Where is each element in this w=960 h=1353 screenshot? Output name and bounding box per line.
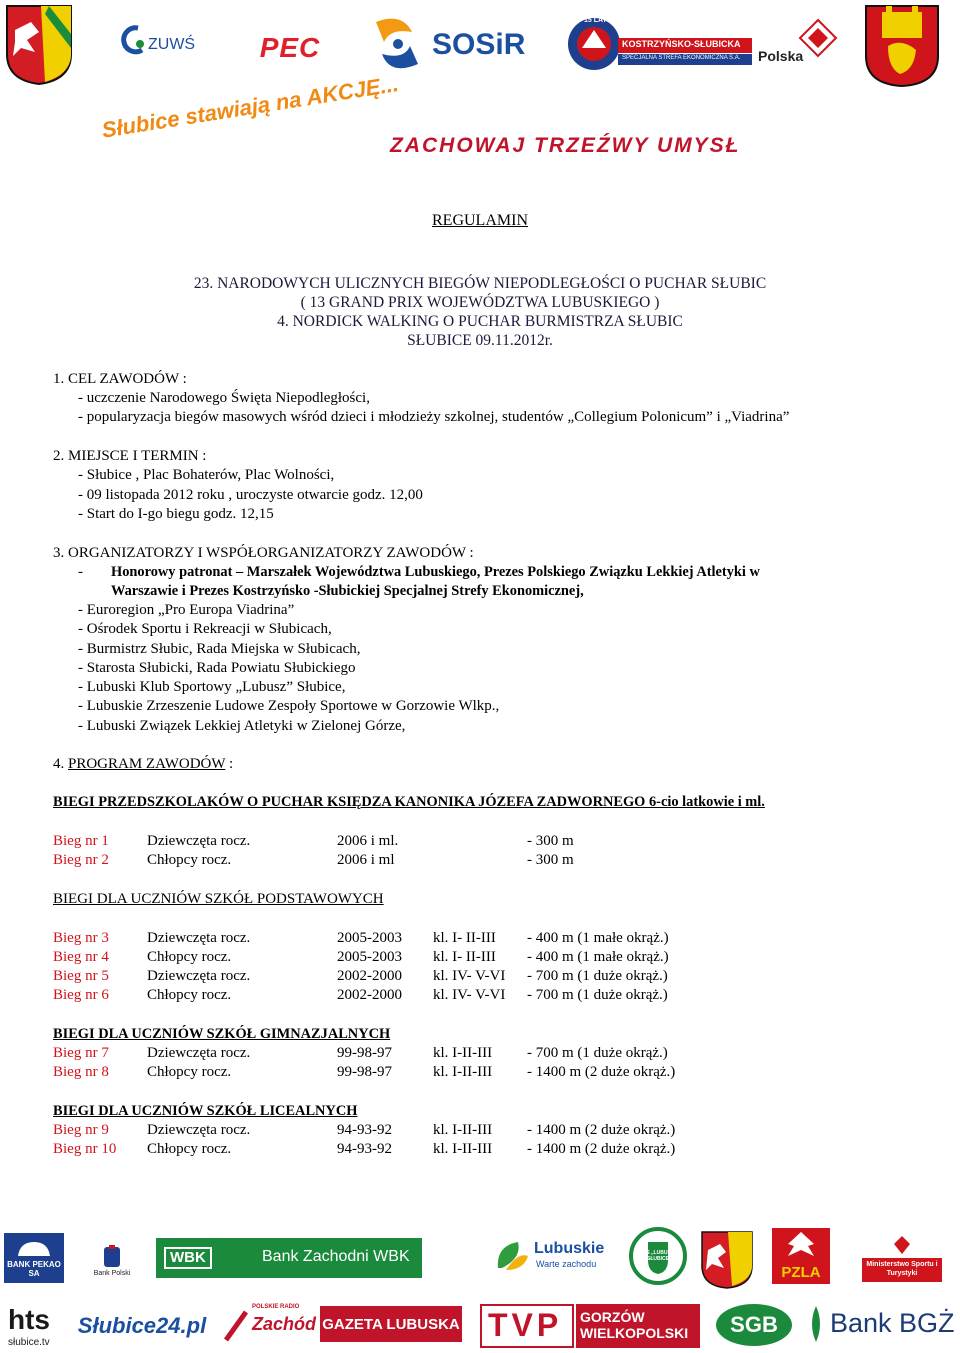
- tvp-region-text: GORZÓW WIELKOPOLSKI: [580, 1309, 689, 1341]
- radio-zachod-logo: [222, 1304, 317, 1346]
- banner-right-slogan: ZACHOWAJ TRZEŹWY UMYSŁ: [390, 134, 741, 157]
- race-number: Bieg nr 3: [53, 930, 109, 946]
- race-birth-years: 99-98-97: [337, 1064, 392, 1080]
- lubuskie-brand-text: Lubuskie: [534, 1240, 605, 1257]
- section-3-patron-line-1: Honorowy patronat – Marszałek Województwa Lubuskiego, Prezes Polskiego Związku Lekkiej Atletyki w: [111, 564, 760, 580]
- lubuskie-brand-logo: [492, 1238, 618, 1274]
- race-number: Bieg nr 8: [53, 1064, 109, 1080]
- race-number: Bieg nr 4: [53, 949, 109, 965]
- title-line-1: 23. NARODOWYCH ULICZNYCH BIEGÓW NIEPODLEGŁOŚCI O PUCHAR SŁUBIC: [193, 275, 767, 292]
- section-4-title: [53, 756, 233, 773]
- race-row: [53, 852, 933, 871]
- pekao-logo: [4, 1233, 64, 1283]
- race-school-class: kl. I-II-III: [433, 1122, 493, 1138]
- race-category: Dziewczęta rocz.: [147, 1045, 251, 1061]
- race-school-class: kl. IV- V-VI: [433, 987, 506, 1003]
- race-row: [53, 987, 933, 1006]
- race-distance: - 1400 m (2 duże okrąż.): [527, 1122, 676, 1138]
- sosir-logo: [368, 14, 532, 76]
- banner-left-slogan: Słubice stawiają na AKCJĘ...: [100, 71, 401, 143]
- race-category: Chłopcy rocz.: [147, 1141, 232, 1157]
- section-1-item-2: - popularyzacja biegów masowych wśród dzieci i młodzieży szkolnej, studentów „Collegium Polonicum” i „Viadrina”: [78, 409, 790, 425]
- race-category: Dziewczęta rocz.: [147, 1122, 251, 1138]
- section-2-item-1: - Słubice , Plac Bohaterów, Plac Wolności,: [78, 467, 335, 483]
- pko-moneybox-icon: [101, 1244, 123, 1270]
- race-number: Bieg nr 7: [53, 1045, 109, 1061]
- race-row: [53, 1045, 933, 1064]
- race-distance: - 300 m: [527, 833, 574, 849]
- race-birth-years: 2005-2003: [337, 949, 402, 965]
- bzwbk-text: Bank Zachodni WBK: [262, 1248, 410, 1265]
- group-3-title: BIEGI DLA UCZNIÓW SZKÓŁ GIMNAZJALNYCH: [53, 1026, 391, 1042]
- hts-text: hts: [8, 1304, 50, 1335]
- race-distance: - 1400 m (2 duże okrąż.): [527, 1064, 676, 1080]
- race-number: Bieg nr 2: [53, 852, 109, 868]
- race-number: Bieg nr 10: [53, 1141, 117, 1157]
- pzla-text: PZLA: [781, 1264, 821, 1281]
- race-school-class: kl. IV- V-VI: [433, 968, 506, 984]
- race-category: Chłopcy rocz.: [147, 852, 232, 868]
- race-distance: - 700 m (1 duże okrąż.): [527, 1045, 668, 1061]
- title-line-3: 4. NORDICK WALKING O PUCHAR BURMISTRZA SŁUBIC: [277, 313, 683, 330]
- pec-logo: [238, 30, 342, 66]
- race-school-class: kl. I- II-III: [433, 949, 496, 965]
- race-distance: - 700 m (1 duże okrąż.): [527, 987, 668, 1003]
- race-row: [53, 1122, 933, 1141]
- ksse-badge-icon: [566, 16, 622, 72]
- sgb-logo: [714, 1302, 794, 1348]
- ksse-logo-subtext: SPECJALNA STREFA EKONOMICZNA S.A.: [622, 55, 741, 61]
- race-birth-years: 2002-2000: [337, 968, 402, 984]
- race-birth-years: 2005-2003: [337, 930, 402, 946]
- race-birth-years: 94-93-92: [337, 1122, 392, 1138]
- title-line-2: ( 13 GRAND PRIX WOJEWÓDZTWA LUBUSKIEGO ): [300, 294, 660, 311]
- race-school-class: kl. I- II-III: [433, 930, 496, 946]
- race-category: Dziewczęta rocz.: [147, 833, 251, 849]
- race-birth-years: 99-98-97: [337, 1045, 392, 1061]
- race-distance: - 1400 m (2 duże okrąż.): [527, 1141, 676, 1157]
- race-category: Chłopcy rocz.: [147, 949, 232, 965]
- bgz-wheat-icon: [804, 1304, 828, 1344]
- bank-polski-text: Bank Polski: [93, 1269, 131, 1277]
- slubice24-logo: [72, 1308, 212, 1344]
- race-distance: - 300 m: [527, 852, 574, 868]
- sosir-logo-text: SOSiR: [432, 28, 526, 61]
- gazeta-text: GAZETA LUBUSKA: [322, 1315, 460, 1333]
- ksse-badge-text: 15 LAT: [584, 17, 607, 24]
- race-school-class: kl. I-II-III: [433, 1064, 493, 1080]
- ministerstwo-text: Ministerstwo Sportu i Turystyki: [866, 1261, 938, 1277]
- section-2-item-3: - Start do I-go biegu godz. 12,15: [78, 506, 274, 522]
- race-distance: - 400 m (1 małe okrąż.): [527, 930, 669, 946]
- section-3-bullet: -: [78, 564, 83, 580]
- tvp-gorzow-logo: [480, 1304, 700, 1348]
- race-distance: - 700 m (1 duże okrąż.): [527, 968, 668, 984]
- lubuskie-slogan: Warte zachodu: [536, 1259, 597, 1269]
- wbk-mark: WBK: [164, 1247, 212, 1269]
- race-row: [53, 930, 933, 949]
- section-3-item-3: - Burmistrz Słubic, Rada Miejska w Słubicach,: [78, 641, 361, 657]
- title-line-4: SŁUBICE 09.11.2012r.: [407, 332, 553, 349]
- sgb-text: SGB: [730, 1312, 778, 1337]
- section-4-number: 4.: [53, 756, 65, 772]
- polska-brand-logo: [756, 18, 844, 76]
- zuws-logo-text: ZUWŚ: [148, 36, 196, 53]
- section-3-title: 3. ORGANIZATORZY I WSPÓŁORGANIZATORZY ZAWODÓW :: [53, 545, 474, 561]
- sosir-emblem-icon: [368, 14, 428, 74]
- radio-text: Zachód: [252, 1314, 317, 1334]
- lks-lubusz-logo: [628, 1226, 688, 1286]
- section-3-item-5: - Lubuski Klub Sportowy „Lubusz” Słubice,: [78, 679, 346, 695]
- document-heading: REGULAMIN: [432, 212, 528, 229]
- race-category: Dziewczęta rocz.: [147, 930, 251, 946]
- hts-logo: [6, 1304, 62, 1350]
- bank-bgz-logo: [804, 1302, 958, 1348]
- ksse-logo: [566, 16, 752, 74]
- bank-polski-logo: [92, 1238, 132, 1282]
- section-1-item-1: - uczczenie Narodowego Święta Niepodległości,: [78, 390, 370, 406]
- race-row: [53, 968, 933, 987]
- group-4-title: BIEGI DLA UCZNIÓW SZKÓŁ LICEALNYCH: [53, 1103, 358, 1119]
- race-school-class: kl. I-II-III: [433, 1141, 493, 1157]
- ksse-logo-text: KOSTRZYŃSKO-SŁUBICKA: [622, 39, 741, 49]
- race-number: Bieg nr 1: [53, 833, 109, 849]
- section-3-item-7: - Lubuski Związek Lekkiej Atletyki w Zielonej Górze,: [78, 718, 406, 734]
- pekao-bison-icon: [14, 1238, 54, 1260]
- ministerstwo-logo: [862, 1234, 942, 1286]
- section-4-colon: :: [225, 756, 234, 772]
- race-row: [53, 1141, 933, 1160]
- gazeta-lubuska-logo: [320, 1306, 462, 1342]
- section-2-title: 2. MIEJSCE I TERMIN :: [53, 448, 207, 464]
- pekao-logo-text: BANK PEKAO SA: [7, 1260, 61, 1278]
- section-4-label: PROGRAM ZAWODÓW: [68, 756, 226, 772]
- polish-eagle-icon: [891, 1234, 913, 1256]
- radio-wave-icon: [222, 1308, 250, 1344]
- race-row: [53, 833, 933, 852]
- race-birth-years: 2006 i ml: [337, 852, 395, 868]
- section-3-item-6: - Lubuskie Zrzeszenie Ludowe Zespoły Sportowe w Gorzowie Wlkp.,: [78, 698, 500, 714]
- pec-logo-text: PEC: [259, 32, 321, 63]
- section-3-item-4: - Starosta Słubicki, Rada Powiatu Słubickiego: [78, 660, 356, 676]
- radio-top-text: POLSKIE RADIO: [252, 1304, 300, 1310]
- section-1-title: 1. CEL ZAWODÓW :: [53, 371, 187, 387]
- race-school-class: kl. I-II-III: [433, 1045, 493, 1061]
- race-row: [53, 949, 933, 968]
- polska-logo-text: Polska: [758, 48, 804, 64]
- race-distance: - 400 m (1 małe okrąż.): [527, 949, 669, 965]
- group-2-title: BIEGI DLA UCZNIÓW SZKÓŁ PODSTAWOWYCH: [53, 891, 384, 907]
- race-category: Chłopcy rocz.: [147, 987, 232, 1003]
- zuws-emblem-icon: [120, 24, 148, 58]
- group-1-title: BIEGI PRZEDSZKOLAKÓW O PUCHAR KSIĘDZA KANONIKA JÓZEFA ZADWORNEGO 6-cio latkowie i ml.: [53, 794, 765, 810]
- tvp-text: TVP: [488, 1307, 563, 1343]
- section-3-patron-line-2: Warszawie i Prezes Kostrzyńsko -Słubickiej Specjalnej Strefy Ekonomicznej,: [111, 583, 584, 599]
- lubuskie-crest-small-logo: [700, 1230, 754, 1290]
- polska-kite-icon: [798, 18, 838, 58]
- race-birth-years: 94-93-92: [337, 1141, 392, 1157]
- slubice24-text: Słubice24.pl: [77, 1313, 207, 1338]
- race-category: Dziewczęta rocz.: [147, 968, 251, 984]
- section-2-item-2: - 09 listopada 2012 roku , uroczyste otwarcie godz. 12,00: [78, 487, 423, 503]
- pzla-logo: [770, 1226, 832, 1286]
- section-3-item-1: - Euroregion „Pro Europa Viadrina”: [78, 602, 295, 618]
- section-3-item-2: - Ośrodek Sportu i Rekreacji w Słubicach,: [78, 621, 332, 637]
- race-birth-years: 2006 i ml.: [337, 833, 399, 849]
- bgz-text: Bank BGŻ: [830, 1308, 955, 1338]
- race-number: Bieg nr 6: [53, 987, 109, 1003]
- lubuskie-coat-of-arms-logo: [5, 4, 73, 86]
- zuws-logo: [118, 20, 196, 62]
- lubuskie-leaf-icon: [492, 1238, 530, 1272]
- race-birth-years: 2002-2000: [337, 987, 402, 1003]
- lks-lubusz-text: LKS „LUBUSZ” SŁUBICE: [639, 1250, 677, 1262]
- race-number: Bieg nr 5: [53, 968, 109, 984]
- bzwbk-logo: [156, 1238, 422, 1278]
- hts-subtext: słubice.tv: [8, 1337, 50, 1348]
- race-number: Bieg nr 9: [53, 1122, 109, 1138]
- race-row: [53, 1064, 933, 1083]
- race-category: Chłopcy rocz.: [147, 1064, 232, 1080]
- slubice-coat-of-arms-logo: [864, 4, 940, 88]
